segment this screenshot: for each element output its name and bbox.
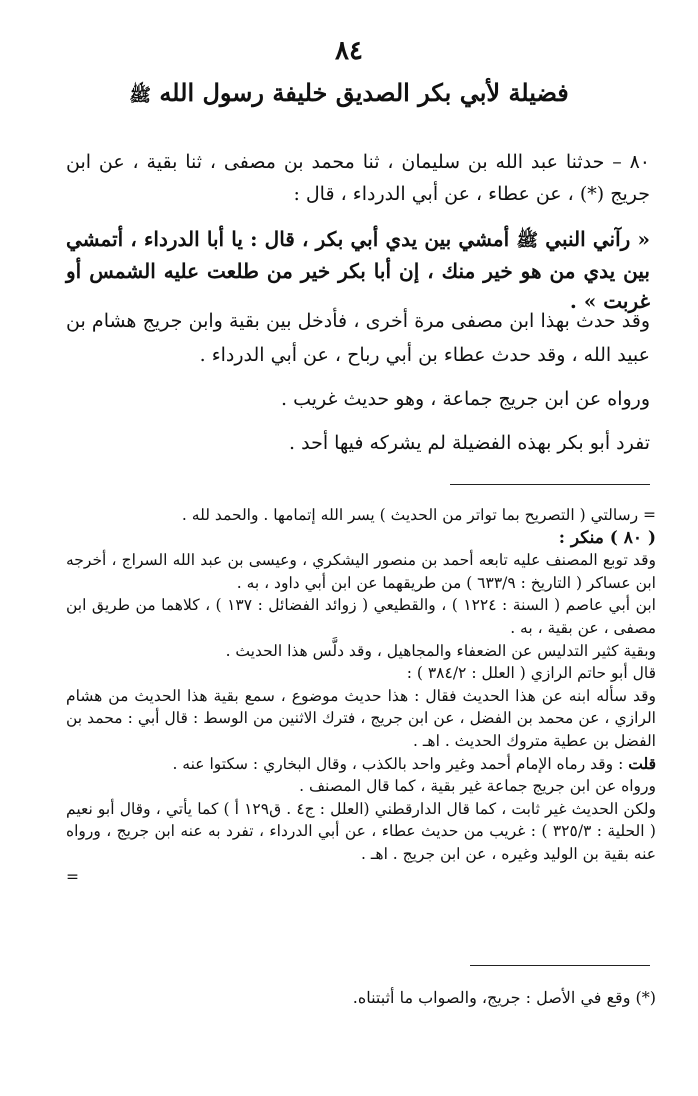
commentary-text: ورواه عن ابن جريج جماعة ، وهو حديث غريب . — [281, 388, 650, 410]
footnote-paragraph: وبقية كثير التدليس عن الضعفاء والمجاهيل ، وقد دلَّس هذا الحديث . — [225, 641, 656, 660]
page-title — [40, 78, 658, 110]
footnote-continued-line: = رسالتي ( التصريح بما تواتر من الحديث ) يسر الله إتمامها . والحمد لله . — [181, 506, 656, 524]
hadith-matn-part-2: أمشي بين يدي أبي بكر ، قال : يا أبا الدرداء ، أتمشي بين يدي من هو خير منك ، إن أبا بكر خير من طلعت عليه الشمس أو غربت » . — [66, 227, 650, 313]
commentary-paragraph — [66, 428, 650, 458]
page-title-text: فضيلة لأبي بكر الصديق خليفة رسول الله — [159, 78, 569, 107]
editor-note-text: (*) وقع في الأصل : جريج، والصواب ما أثبتناه. — [352, 988, 656, 1007]
footnote-separator — [450, 484, 650, 485]
footnote-text: : وقد رماه الإمام أحمد وغير واحد بالكذب ، وقال البخاري : سكتوا عنه . — [172, 754, 624, 773]
footnote-paragraph: ولكن الحديث غير ثابت ، كما قال الدارقطني (العلل : ج٤ . ق١٢٩ أ ) كما يأتي ، وقال أبو نعيم ( الحلية : ٣٢٥/٣ ) : غريب من حديث عطاء ، عن أبي الدرداء ، تفرد به عنه ابن جريج ، ورواه عنه بقية بن الوليد وغيره ، عن ابن جريج . اهـ . — [66, 799, 656, 863]
footnote-label: قلت — [628, 753, 656, 773]
footnote-paragraph: وقد سأله ابنه عن هذا الحديث فقال : هذا حديث موضوع ، سمع بقية هذا الحديث من هشام الرازي ، عن محمد بن الفضل ، عن ابن جريج ، فترك الاثنين من الوسط : قال أبي : محمد بن الفضل بن عطية متروك الحديث . اهـ . — [66, 686, 656, 750]
footnote-continuation-mark: = — [66, 867, 79, 886]
footnote-heading: ( ٨٠ ) منكر : — [558, 527, 656, 548]
footnote-paragraph: ابن أبي عاصم ( السنة : ١٢٢٤ ) ، والقطيعي ( زوائد الفضائل : ١٣٧ ) ، كلاهما من طريق ابن مصفى ، عن بقية ، به . — [66, 596, 656, 637]
footnote-paragraph: قال أبو حاتم الرازي ( العلل : ٣٨٤/٢ ) : — [406, 664, 656, 683]
honorific-glyph: ﷺ — [129, 85, 151, 106]
commentary-text: تفرد أبو بكر بهذه الفضيلة لم يشركه فيها أحد . — [289, 432, 650, 454]
editor-note — [66, 986, 656, 1010]
commentary-paragraph — [66, 384, 650, 414]
hadith-isnad — [66, 146, 650, 210]
footnotes-block — [66, 504, 656, 888]
page-number: ٨٤ — [335, 36, 363, 66]
commentary-text: وقد حدث بهذا ابن مصفى مرة أخرى ، فأدخل بين بقية وابن جريج هشام بن عبيد الله ، وقد حدث عطاء بن أبي رباح ، عن أبي الدرداء . — [66, 310, 650, 366]
hadith-matn — [66, 224, 650, 316]
footnote-paragraph: وقد توبع المصنف عليه تابعه أحمد بن منصور اليشكري ، وعيسى بن عبد الله السراج ، أخرجه ابن عساكر ( التاريخ : ٦٣٣/٩ ) من طريقهما عن ابن أبي داود ، به . — [66, 551, 656, 592]
commentary-paragraph — [66, 304, 650, 372]
hadith-matn-text — [66, 224, 650, 316]
honorific-glyph: ﷺ — [516, 230, 539, 251]
hadith-matn-part-1: « رآني النبي — [545, 227, 650, 251]
footnote-paragraph — [66, 753, 656, 776]
hadith-isnad-text: ٨٠ – حدثنا عبد الله بن سليمان ، ثنا محمد بن مصفى ، ثنا بقية ، عن ابن جريج (*) ، عن عطاء ، عن أبي الدرداء ، قال : — [66, 151, 650, 205]
footnote-separator — [470, 965, 650, 966]
footnote-paragraph: ورواه عن ابن جريج جماعة غير بقية ، كما قال المصنف . — [299, 777, 656, 796]
